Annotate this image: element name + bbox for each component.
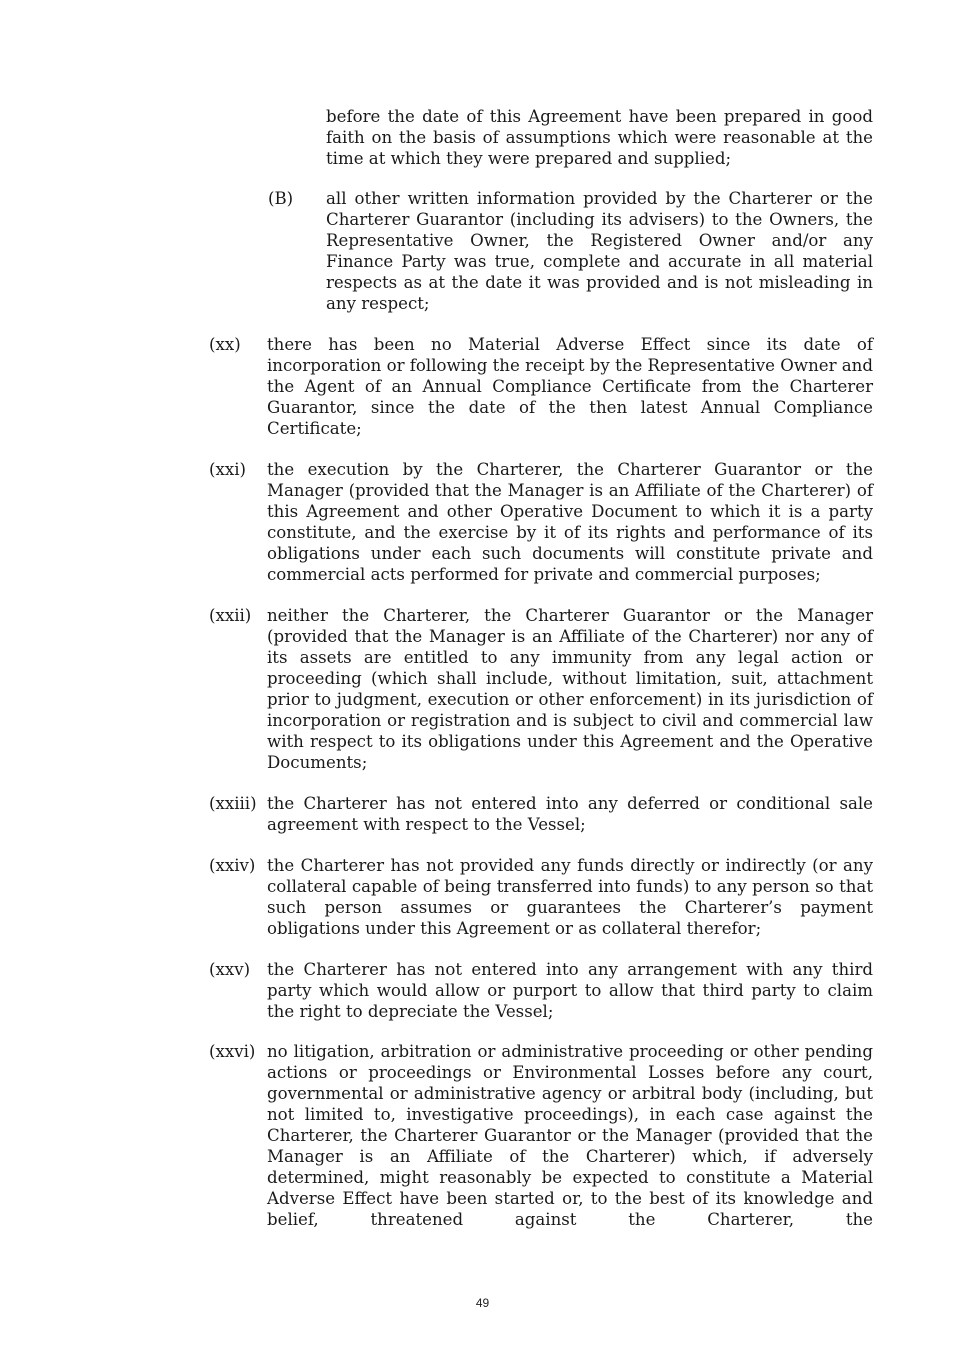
item-text-xxi: the execution by the Charterer, the Charterer Guarantor or the Manager (provided that the Manager is an Affiliate of the Charterer) of this Agreement and other Operative Document to which it is a party constitute, and the exercise by it of its rights and performance of its obligations under each such documents will constitute private and commercial acts performed for private and commercial purposes; <box>267 460 873 584</box>
item-label-xxvi: (xxvi) <box>209 1042 256 1061</box>
item-label-xxv: (xxv) <box>209 960 251 979</box>
item-text-xxvi: no litigation, arbitration or administrative proceeding or other pending actions or proceedings or Environmental Losses before any court, governmental or administrative agency or arbitral body (including, but not limited to, investigative proceedings), in each case against the Charterer, the Charterer Guarantor or the Manager (provided that the Manager is an Affiliate of the Charterer) which, if adversely determined, might reasonably be expected to constitute a Material Adverse Effect have been started or, to the best of its knowledge and belief, threatened against the Charterer, the <box>267 1042 873 1229</box>
item-label-xxiv: (xxiv) <box>209 856 256 875</box>
item-label-xxiii: (xxiii) <box>209 794 257 813</box>
sub-item-text-b: all other written information provided by the Charterer or the Charterer Guarantor (including its advisers) to the Owners, the Representative Owner, the Registered Owner and/or any Finance Party was true, complete and accurate in all material respects as at the date it was provided and is not misleading in any respect; <box>326 189 873 313</box>
item-text-xxii: neither the Charterer, the Charterer Guarantor or the Manager (provided that the Manager is an Affiliate of the Charterer) nor any of its assets are entitled to any immunity from any legal action or proceeding (which shall include, without limitation, suit, attachment prior to judgment, execution or other enforcement) in its jurisdiction of incorporation or registration and is subject to civil and commercial law with respect to its obligations under this Agreement and the Operative Documents; <box>267 606 873 772</box>
continuation-paragraph: before the date of this Agreement have been prepared in good faith on the basis of assumptions which were reasonable at the time at which they were prepared and supplied; <box>326 107 873 168</box>
item-label-xxii: (xxii) <box>209 606 252 625</box>
page-number: 49 <box>475 1296 490 1310</box>
item-label-xxi: (xxi) <box>209 460 246 479</box>
item-text-xxiv: the Charterer has not provided any funds directly or indirectly (or any collateral capable of being transferred into funds) to any person so that such person assumes or guarantees the Charterer’s payment obligations under this Agreement or as collateral therefor; <box>267 856 873 938</box>
item-text-xx: there has been no Material Adverse Effect since its date of incorporation or following the receipt by the Representative Owner and the Agent of an Annual Compliance Certificate from the Charterer Guarantor, since the date of the then latest Annual Compliance Certificate; <box>267 335 873 438</box>
item-text-xxiii: the Charterer has not entered into any deferred or conditional sale agreement with respect to the Vessel; <box>267 794 873 834</box>
item-text-xxv: the Charterer has not entered into any arrangement with any third party which would allow or purport to allow that third party to claim the right to depreciate the Vessel; <box>267 960 873 1021</box>
sub-item-label-b: (B) <box>268 189 294 208</box>
item-label-xx: (xx) <box>209 335 241 354</box>
